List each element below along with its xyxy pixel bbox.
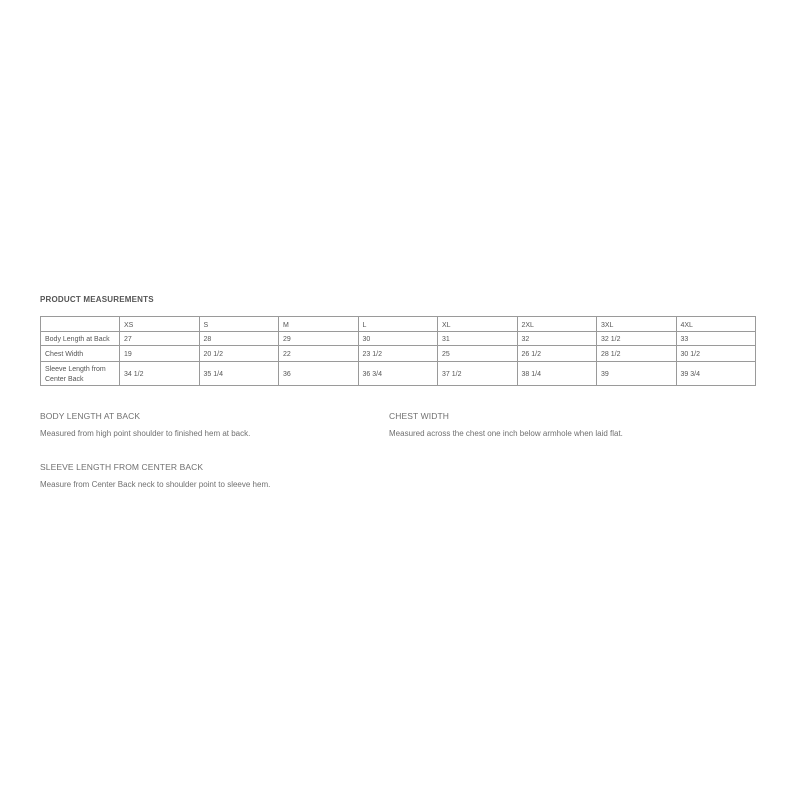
table-cell: 27 bbox=[120, 332, 200, 346]
definition-description: Measured from high point shoulder to finished hem at back. bbox=[40, 429, 251, 438]
table-cell: 32 1/2 bbox=[597, 332, 677, 346]
table-header-row bbox=[41, 317, 756, 332]
definition-term: BODY LENGTH AT BACK bbox=[40, 411, 141, 421]
table-row bbox=[41, 346, 756, 362]
table-cell: 30 bbox=[358, 332, 438, 346]
header-corner-cell bbox=[41, 317, 120, 332]
size-header-cell: L bbox=[358, 317, 438, 332]
definition-term: SLEEVE LENGTH FROM CENTER BACK bbox=[40, 462, 204, 472]
table-cell: 23 1/2 bbox=[358, 346, 438, 362]
size-header-cell: 4XL bbox=[676, 317, 756, 332]
row-label: Body Length at Back bbox=[41, 332, 120, 346]
definition-description: Measured across the chest one inch below armhole when laid flat. bbox=[389, 429, 623, 438]
size-header-cell: 2XL bbox=[517, 317, 597, 332]
size-header-cell: 3XL bbox=[597, 317, 677, 332]
table-cell: 19 bbox=[120, 346, 200, 362]
definition-body-length bbox=[40, 411, 250, 438]
table-cell: 32 bbox=[517, 332, 597, 346]
table-cell: 34 1/2 bbox=[120, 362, 200, 386]
table-row bbox=[41, 362, 756, 386]
table-cell: 39 3/4 bbox=[676, 362, 756, 386]
row-label: Sleeve Length from Center Back bbox=[41, 362, 120, 386]
table-cell: 37 1/2 bbox=[438, 362, 518, 386]
definition-description: Measure from Center Back neck to shoulder point to sleeve hem. bbox=[40, 480, 271, 489]
table-cell: 36 bbox=[279, 362, 359, 386]
table-cell: 38 1/4 bbox=[517, 362, 597, 386]
table-row bbox=[41, 332, 756, 346]
definition-chest-width bbox=[389, 411, 623, 438]
row-label: Chest Width bbox=[41, 346, 120, 362]
definition-term: CHEST WIDTH bbox=[389, 411, 449, 421]
table-cell: 30 1/2 bbox=[676, 346, 756, 362]
size-header-cell: S bbox=[199, 317, 279, 332]
table-cell: 39 bbox=[597, 362, 677, 386]
table-cell: 22 bbox=[279, 346, 359, 362]
table-cell: 28 1/2 bbox=[597, 346, 677, 362]
table-cell: 26 1/2 bbox=[517, 346, 597, 362]
table-cell: 35 1/4 bbox=[199, 362, 279, 386]
table-cell: 31 bbox=[438, 332, 518, 346]
table-cell: 20 1/2 bbox=[199, 346, 279, 362]
table-cell: 33 bbox=[676, 332, 756, 346]
definition-sleeve-length bbox=[40, 462, 270, 489]
measurements-table bbox=[40, 316, 756, 386]
size-header-cell: XS bbox=[120, 317, 200, 332]
size-header-cell: M bbox=[279, 317, 359, 332]
size-header-cell: XL bbox=[438, 317, 518, 332]
table-cell: 36 3/4 bbox=[358, 362, 438, 386]
table-cell: 25 bbox=[438, 346, 518, 362]
section-title: PRODUCT MEASUREMENTS bbox=[40, 295, 154, 304]
table-cell: 29 bbox=[279, 332, 359, 346]
table-cell: 28 bbox=[199, 332, 279, 346]
